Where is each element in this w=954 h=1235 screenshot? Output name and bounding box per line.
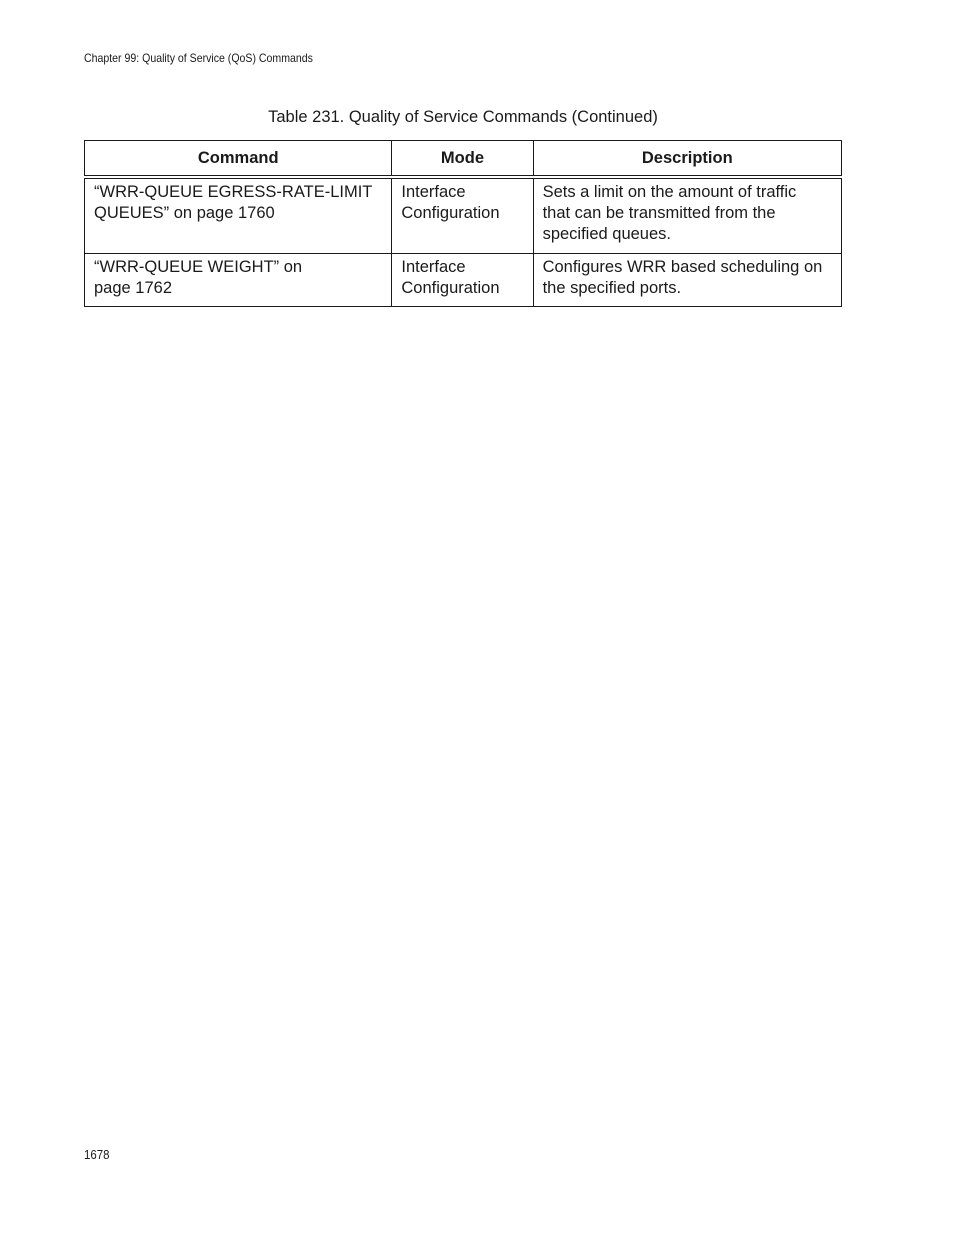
column-header-mode: Mode xyxy=(392,141,533,178)
description-text: Sets a limit on the amount of traffic xyxy=(542,183,797,201)
mode-text: Configuration xyxy=(401,279,500,297)
commands-table xyxy=(84,140,842,307)
table-row xyxy=(85,177,842,254)
description-text: that can be transmitted from the xyxy=(542,204,776,222)
description-text: Configures WRR based scheduling on xyxy=(542,258,823,276)
description-cell xyxy=(533,177,841,254)
command-cell xyxy=(85,177,392,254)
mode-text: Interface xyxy=(401,258,466,276)
page-number: 1678 xyxy=(84,1147,110,1162)
column-header-description: Description xyxy=(533,141,841,178)
command-cell xyxy=(85,254,392,307)
description-text: specified queues. xyxy=(542,225,671,243)
mode-cell xyxy=(392,254,533,307)
table-row xyxy=(85,254,842,307)
description-text: the specified ports. xyxy=(542,279,682,297)
description-cell xyxy=(533,254,841,307)
table-caption: Table 231. Quality of Service Commands (Continued) xyxy=(268,108,658,126)
mode-text: Configuration xyxy=(401,204,500,222)
mode-cell xyxy=(392,177,533,254)
running-header: Chapter 99: Quality of Service (QoS) Commands xyxy=(84,51,313,65)
command-link[interactable]: “WRR-QUEUE WEIGHT” on xyxy=(94,258,303,276)
command-link-page[interactable]: QUEUES” on page 1760 xyxy=(94,204,275,222)
table-header-row xyxy=(85,141,842,178)
command-link-page[interactable]: page 1762 xyxy=(94,279,172,297)
command-link[interactable]: “WRR-QUEUE EGRESS-RATE-LIMIT xyxy=(94,183,373,201)
column-header-command: Command xyxy=(85,141,392,178)
mode-text: Interface xyxy=(401,183,466,201)
